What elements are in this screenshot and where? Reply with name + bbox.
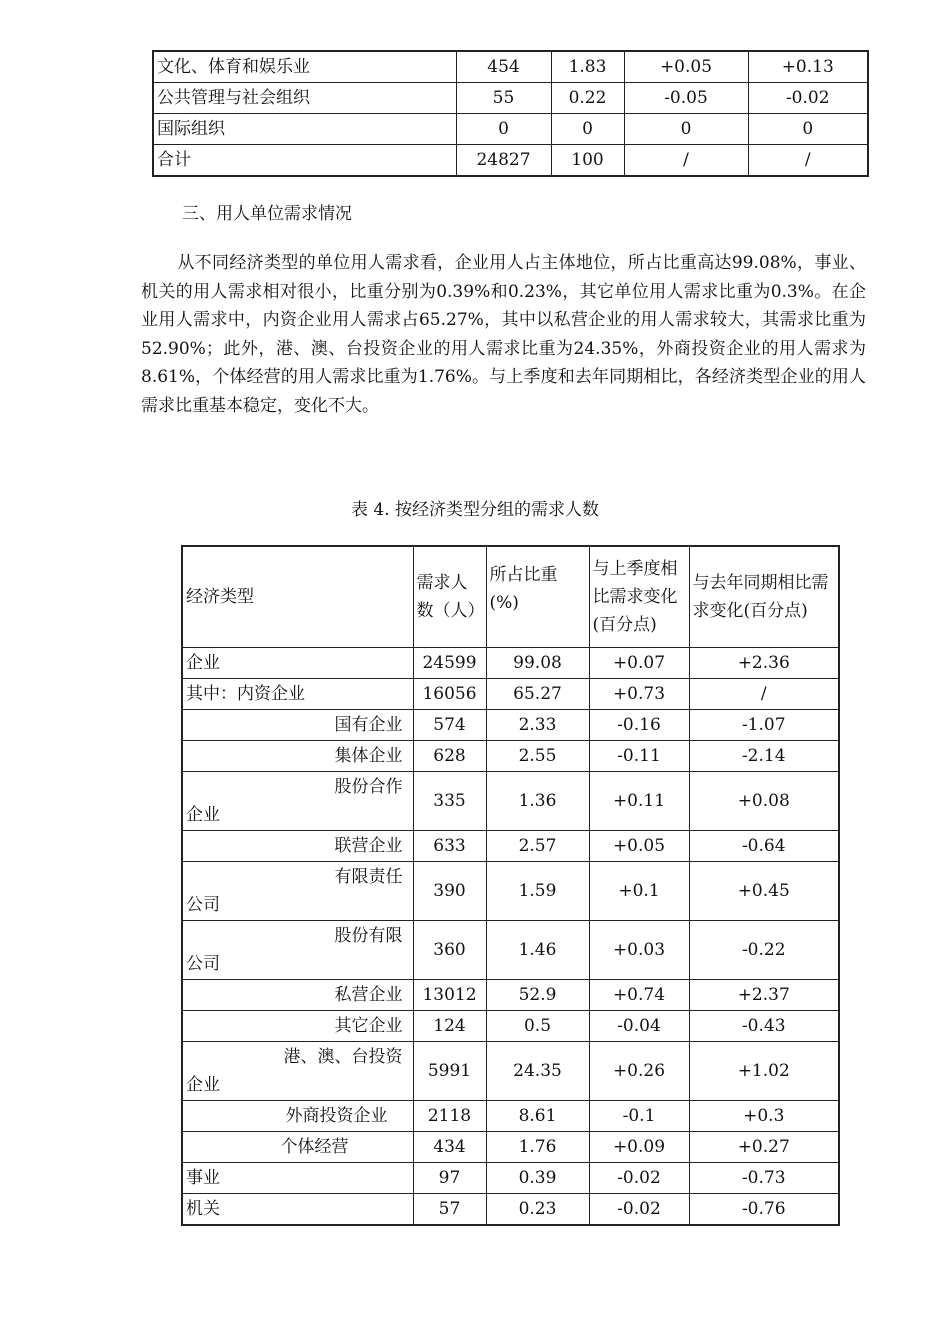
cell-qoq: -0.02 [589,1194,689,1226]
cell-count: 0 [456,114,551,145]
cell-count: 57 [413,1194,486,1226]
cell-share: 0.23 [486,1194,589,1226]
cell-qoq: -0.02 [589,1163,689,1194]
cell-count: 13012 [413,980,486,1011]
cell-name: 个体经营 [182,1132,413,1163]
table-row [182,862,839,921]
cell-yoy: -2.14 [689,741,839,772]
table-row [182,772,839,831]
cell-yoy: -1.07 [689,710,839,741]
cell-name: 公共管理与社会组织 [153,83,456,114]
cell-count: 5991 [413,1042,486,1101]
cell-qoq: -0.11 [589,741,689,772]
cell-share: 8.61 [486,1101,589,1132]
cell-name-top: 有限责任 [334,867,403,887]
cell-share: 1.59 [486,862,589,921]
cell-name: 其中：内资企业 [182,679,413,710]
cell-qoq: +0.73 [589,679,689,710]
cell-yoy: +2.37 [689,980,839,1011]
cell-share: 0.39 [486,1163,589,1194]
cell-yoy: -0.43 [689,1011,839,1042]
cell-name: 机关 [182,1194,413,1226]
table-row [153,114,868,145]
cell-share: 1.36 [486,772,589,831]
cell-share: 100 [551,145,624,177]
cell-share: 65.27 [486,679,589,710]
cell-count: 628 [413,741,486,772]
cell-yoy: +0.08 [689,772,839,831]
cell-name-top: 港、澳、台投资 [283,1047,403,1067]
cell-yoy: / [748,145,868,177]
cell-share: 1.83 [551,51,624,83]
cell-yoy: -0.64 [689,831,839,862]
cell-name: 联营企业 [182,831,413,862]
cell-name [182,1042,413,1101]
cell-name: 文化、体育和娱乐业 [153,51,456,83]
table-row [153,51,868,83]
cell-qoq: -0.16 [589,710,689,741]
header-qoq: 与上季度相比需求变化(百分点) [589,546,689,648]
body-paragraph [141,249,866,420]
cell-yoy: +2.36 [689,648,839,679]
table-row [182,648,839,679]
cell-share: 24.35 [486,1042,589,1101]
cell-name: 合计 [153,145,456,177]
cell-qoq: +0.74 [589,980,689,1011]
table-row [182,1132,839,1163]
cell-qoq: +0.11 [589,772,689,831]
cell-yoy: +1.02 [689,1042,839,1101]
table-row [182,741,839,772]
economic-type-table [181,545,840,1226]
cell-share: 0.22 [551,83,624,114]
cell-qoq: -0.04 [589,1011,689,1042]
cell-qoq: -0.1 [589,1101,689,1132]
cell-name: 企业 [182,648,413,679]
cell-name [182,921,413,980]
cell-count: 24599 [413,648,486,679]
cell-yoy: +0.45 [689,862,839,921]
cell-share: 0.5 [486,1011,589,1042]
table-row [182,1101,839,1132]
cell-yoy: -0.76 [689,1194,839,1226]
table-row [182,1163,839,1194]
cell-name-bottom: 企业 [186,805,220,825]
cell-qoq: +0.09 [589,1132,689,1163]
cell-name-bottom: 公司 [186,954,220,974]
cell-qoq: -0.05 [624,83,748,114]
cell-count: 24827 [456,145,551,177]
cell-count: 434 [413,1132,486,1163]
cell-name: 私营企业 [182,980,413,1011]
cell-yoy: 0 [748,114,868,145]
cell-yoy: +0.13 [748,51,868,83]
table-row [182,831,839,862]
cell-count: 360 [413,921,486,980]
table-header-row [182,546,839,648]
cell-name-top: 股份合作 [334,777,403,797]
cell-share: 2.33 [486,710,589,741]
table-row [182,980,839,1011]
cell-name: 集体企业 [182,741,413,772]
cell-count: 574 [413,710,486,741]
cell-qoq: / [624,145,748,177]
cell-share: 1.76 [486,1132,589,1163]
cell-name [182,772,413,831]
cell-count: 97 [413,1163,486,1194]
cell-name: 事业 [182,1163,413,1194]
cell-name [182,862,413,921]
cell-share: 1.46 [486,921,589,980]
cell-name-top: 股份有限 [334,926,403,946]
cell-name-bottom: 企业 [186,1075,220,1095]
cell-count: 16056 [413,679,486,710]
cell-qoq: +0.05 [624,51,748,83]
cell-qoq: +0.05 [589,831,689,862]
header-share: 所占比重(%) [486,546,589,648]
cell-count: 55 [456,83,551,114]
cell-qoq: +0.26 [589,1042,689,1101]
cell-qoq: +0.03 [589,921,689,980]
cell-count: 454 [456,51,551,83]
cell-name: 外商投资企业 [182,1101,413,1132]
cell-count: 124 [413,1011,486,1042]
cell-share: 0 [551,114,624,145]
table-row [182,710,839,741]
cell-share: 2.57 [486,831,589,862]
header-type: 经济类型 [182,546,413,648]
cell-yoy: +0.27 [689,1132,839,1163]
cell-share: 52.9 [486,980,589,1011]
cell-qoq: +0.1 [589,862,689,921]
cell-qoq: +0.07 [589,648,689,679]
table-caption: 表 4. 按经济类型分组的需求人数 [350,500,600,520]
table-row-total [153,145,868,177]
header-yoy: 与去年同期相比需求变化(百分点) [689,546,839,648]
cell-count: 335 [413,772,486,831]
table-row [182,1042,839,1101]
table-row [182,1011,839,1042]
cell-name: 其它企业 [182,1011,413,1042]
body-paragraph-text: 从不同经济类型的单位用人需求看，企业用人占主体地位，所占比重高达99.08%，事业、机关的用人需求相对很小，比重分别为0.39%和0.23%，其它单位用人需求比重为0.3%。在企业用人需求中，内资企业用人需求占65.27%，其中以私营企业的用人需求较大，其需求比重为52.90%；此外，港、澳、台投资企业的用人需求比重为24.35%，外商投资企业的用人需求为8.61%，个体经营的用人需求比重为1.76%。与上季度和去年同期相比，各经济类型企业的用人需求比重基本稳定，变化不大。 [141,253,866,416]
table-row [182,921,839,980]
table-row [153,83,868,114]
cell-yoy: -0.22 [689,921,839,980]
table-row [182,1194,839,1226]
cell-yoy: -0.02 [748,83,868,114]
header-count: 需求人数（人） [413,546,486,648]
section-title: 三、用人单位需求情况 [182,204,352,224]
cell-count: 390 [413,862,486,921]
cell-name: 国际组织 [153,114,456,145]
cell-count: 2118 [413,1101,486,1132]
industry-table [152,50,869,177]
cell-qoq: 0 [624,114,748,145]
cell-count: 633 [413,831,486,862]
cell-share: 2.55 [486,741,589,772]
cell-yoy: / [689,679,839,710]
table-row [182,679,839,710]
cell-share: 99.08 [486,648,589,679]
cell-name: 国有企业 [182,710,413,741]
cell-name-bottom: 公司 [186,895,220,915]
cell-yoy: +0.3 [689,1101,839,1132]
cell-yoy: -0.73 [689,1163,839,1194]
